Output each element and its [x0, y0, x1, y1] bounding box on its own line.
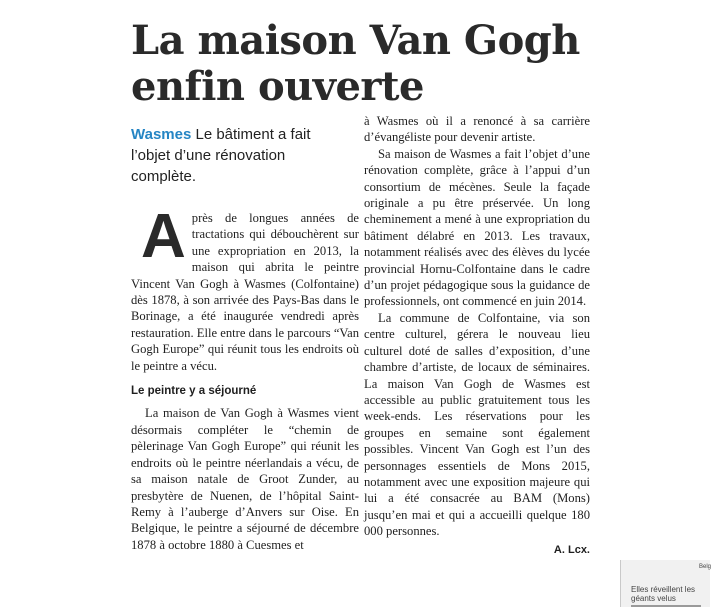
corner-teaser — [620, 560, 710, 607]
lead-paragraph — [131, 124, 343, 187]
intro-text: près de longues années de tractations qui débouchèrent sur une expropriation en 2013, la maison qui abrita le peintre Vincent Van Gogh à Wasmes (Colfontaine) dès 1878, à son arrivée des Pays-Bas dans le Borinage, a été inaugurée vendredi après restauration. Elle entre dans le parcours “Van Gogh Europe” qui réunit tous les endroits où le peintre a vécu. — [131, 211, 359, 373]
headline-line-1: La maison Van Gogh — [131, 17, 580, 64]
drop-cap: A — [141, 202, 186, 271]
headline-line-2: enfin ouverte — [131, 63, 424, 110]
lead-text: Le bâtiment a fait l’objet d’une rénovation complète. — [131, 126, 311, 185]
article-column-1 — [131, 202, 359, 553]
body-paragraph-2: à Wasmes où il a renoncé à sa carrière d’évangéliste pour devenir artiste. — [364, 114, 590, 145]
author-signature: A. Lcx. — [553, 543, 590, 556]
article-column-2 — [364, 113, 590, 558]
body-paragraph-4: La commune de Colfontaine, via son centre culturel, gérera le nouveau lieu culturel doté de salles d’exposition, d’une chambre d’artiste, de locaux de séminaires. La maison Van Gogh de Wasmes est accessible au public gratuitement tous les week-ends. Les réservations pour les groupes en semaine sont également possibles. Vincent Van Gogh est l’un des personnages essentiels de Mons 2015, notamment avec une exposition majeure qui lui a été consacrée au BAM (Mons) jusqu’en mai et qui a accueilli quelque 180 000 personnes. — [364, 310, 590, 539]
body-paragraph-1: La maison de Van Gogh à Wasmes vient désormais compléter le “chemin de pèlerinage Van Gogh Europe” qui réunit les endroits où le peintre néerlandais a vécu, de sa maison natale de Groot Zunder, au presbytère de Nuenen, de l’hôpital Saint-Remy à l’auberge d’Anvers sur Oise. En Belgique, le peintre a séjourné de décembre 1878 à octobre 1880 à Cuesmes et — [131, 406, 359, 552]
subheading: Le peintre y a séjourné — [131, 385, 257, 398]
lead-kicker: Wasmes — [131, 126, 192, 143]
headline — [131, 18, 691, 110]
teaser-top-label: Belg — [699, 564, 711, 570]
teaser-text: Elles réveillent les géants velus — [631, 585, 696, 603]
intro-paragraph — [131, 202, 359, 374]
body-paragraph-3: Sa maison de Wasmes a fait l’objet d’une rénovation complète, grâce à l’appui d’un consortium de mécènes. Seule la façade originale a pu être préservée. Un long cheminement a mené à une expropriation du bâtiment délabré en 2013. Les travaux, notamment réalisés avec des élèves du lycée provincial Hornu-Colfontaine dans le cadre d’un projet pédagogique sous la guidance de professionnels, ont commencé en juin 2014. — [364, 146, 590, 309]
